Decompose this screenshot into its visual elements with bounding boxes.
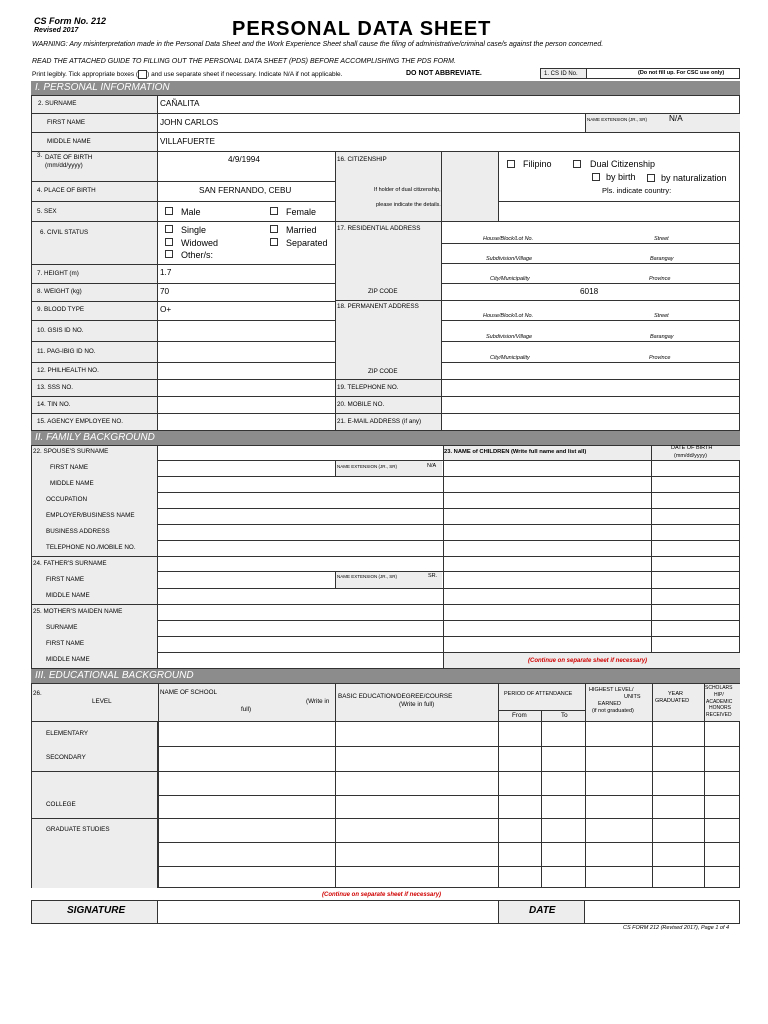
married-label: Married (286, 225, 317, 235)
spouse-ext-value[interactable]: N/A (427, 463, 437, 469)
secondary-label: SECONDARY (46, 754, 86, 761)
mother-middle-name-label: MIDDLE NAME (46, 656, 90, 663)
email-label: 21. E-MAIL ADDRESS (if any) (337, 418, 422, 425)
school-header: NAME OF SCHOOL (160, 689, 218, 696)
child-dob-label: DATE OF BIRTH (671, 445, 713, 451)
guide-note: READ THE ATTACHED GUIDE TO FILLING OUT THE PERSONAL DATA SHEET (PDS) BEFORE ACCOMPLISHING THE PDS FORM. (32, 58, 456, 65)
surname-label: 2. SURNAME (38, 100, 77, 107)
highest-level-2: UNITS (624, 694, 641, 700)
male-label: Male (181, 207, 201, 217)
citizenship-label: 16. CITIZENSHIP (337, 156, 387, 163)
form-revision: Revised 2017 (34, 27, 79, 34)
perm-province-label: Province (649, 355, 671, 361)
child-dob-format: (mm/dd/yyyy) (674, 453, 707, 459)
separated-checkbox[interactable] (270, 238, 278, 246)
education-continue-note: (Continue on separate sheet if necessary) (322, 892, 442, 898)
school-note: (Write in (306, 698, 330, 705)
civil-status-label: 6. CIVIL STATUS (40, 229, 89, 236)
date-field[interactable] (586, 901, 739, 923)
level-header: LEVEL (92, 698, 112, 705)
filipino-checkbox[interactable] (507, 160, 515, 168)
dob-number: 3. (37, 152, 43, 159)
honors-4: HONORS (709, 705, 731, 711)
female-checkbox[interactable] (270, 207, 278, 215)
father-ext-label: NAME EXTENSION (JR., SR) (337, 574, 398, 579)
single-checkbox[interactable] (165, 225, 173, 233)
business-telephone-label: TELEPHONE NO./MOBILE NO. (46, 544, 136, 551)
period-header: PERIOD OF ATTENDANCE (504, 691, 573, 697)
widowed-checkbox[interactable] (165, 238, 173, 246)
business-address-label: BUSINESS ADDRESS (46, 528, 110, 535)
perm-zip-label: ZIP CODE (368, 368, 398, 375)
perm-city-label: City/Municipality (490, 355, 530, 361)
mother-surname-label: SURNAME (46, 624, 78, 631)
cs-id-note: (Do not fill up. For CSC use only) (638, 70, 725, 76)
telephone-label: 19. TELEPHONE NO. (337, 384, 399, 391)
by-naturalization-label: by naturalization (661, 173, 727, 183)
period-from: From (512, 712, 527, 719)
filipino-label: Filipino (523, 159, 552, 169)
course-header: BASIC EDUCATION/DEGREE/COURSE (338, 693, 453, 700)
gsis-label: 10. GSIS ID NO. (37, 327, 84, 334)
first-name-value[interactable]: JOHN CARLOS (160, 118, 219, 127)
name-ext-label: NAME EXTENSION (JR., SR) (587, 117, 648, 122)
college-label: COLLEGE (46, 801, 76, 808)
others-checkbox[interactable] (165, 250, 173, 258)
section-family-background: II. FAMILY BACKGROUND (31, 431, 740, 445)
res-zip-label: ZIP CODE (368, 288, 398, 295)
by-birth-checkbox[interactable] (592, 173, 600, 181)
weight-value[interactable]: 70 (160, 287, 170, 296)
middle-name-value[interactable]: VILLAFUERTE (160, 137, 215, 146)
perm-house-label: House/Block/Lot No. (483, 313, 534, 319)
year-graduated-2: GRADUATED (655, 698, 690, 704)
signature-field[interactable] (159, 901, 498, 923)
middle-name-label: MIDDLE NAME (47, 138, 91, 145)
res-subdivision-label: Subdivision/Village (486, 256, 533, 262)
res-barangay-label: Barangay (650, 256, 674, 262)
section-educational-background: III. EDUCATIONAL BACKGROUND (31, 669, 740, 683)
perm-subdivision-label: Subdivision/Village (486, 334, 533, 340)
page-title: PERSONAL DATA SHEET (232, 18, 492, 40)
dual-note-1: If holder of dual citizenship, (374, 187, 441, 193)
school-note-2: full) (241, 706, 252, 713)
by-birth-label: by birth (606, 172, 636, 182)
cs-id-box (540, 68, 740, 79)
cs-id-label: 1. CS ID No. (544, 71, 578, 77)
philhealth-label: 12. PHILHEALTH NO. (37, 367, 99, 374)
agency-no-label: 15. AGENCY EMPLOYEE NO. (37, 418, 123, 425)
surname-value[interactable]: CAÑALITA (160, 99, 200, 108)
period-to: To (561, 712, 568, 719)
employer-label: EMPLOYER/BUSINESS NAME (46, 512, 135, 519)
blood-type-value[interactable]: O+ (160, 305, 172, 314)
sex-label: 5. SEX (37, 208, 57, 215)
graduate-studies-label: GRADUATE STUDIES (46, 826, 110, 833)
dob-label: DATE OF BIRTH (45, 154, 93, 161)
permanent-address-label: 18. PERMANENT ADDRESS (337, 303, 419, 310)
perm-street-label: Street (654, 313, 669, 319)
name-ext-shade (585, 113, 740, 132)
weight-label: 8. WEIGHT (kg) (37, 288, 82, 295)
first-name-label: FIRST NAME (47, 119, 86, 126)
perm-barangay-label: Barangay (650, 334, 674, 340)
sss-label: 13. SSS NO. (37, 384, 74, 391)
spouse-ext-label: NAME EXTENSION (JR., SR) (337, 464, 398, 469)
father-ext-value[interactable]: SR. (428, 573, 438, 579)
res-house-label: House/Block/Lot No. (483, 236, 534, 242)
tin-label: 14. TIN NO. (37, 401, 71, 408)
male-checkbox[interactable] (165, 207, 173, 215)
children-label: 23. NAME of CHILDREN (Write full name and list all) (444, 449, 587, 455)
highest-level-1: HIGHEST LEVEL/ (589, 687, 634, 693)
res-city-label: City/Municipality (490, 276, 530, 282)
print-note: Print legibly. Tick appropriate boxes ( ) and use separate sheet if necessary. Indicate N/A if not applicable. (32, 71, 343, 79)
course-note: (Write in full) (399, 701, 435, 708)
height-value[interactable]: 1.7 (160, 268, 172, 277)
single-label: Single (181, 225, 207, 235)
mobile-label: 20. MOBILE NO. (337, 401, 385, 408)
elementary-label: ELEMENTARY (46, 730, 89, 737)
res-province-label: Province (649, 276, 671, 282)
honors-1: SCHOLARS (705, 685, 733, 691)
by-naturalization-checkbox[interactable] (647, 174, 655, 182)
father-first-name-label: FIRST NAME (46, 576, 85, 583)
res-street-label: Street (654, 236, 669, 242)
blood-type-label: 9. BLOOD TYPE (37, 306, 85, 313)
residential-address-label: 17. RESIDENTIAL ADDRESS (337, 225, 421, 232)
tick-box-icon (138, 70, 147, 79)
married-checkbox[interactable] (270, 225, 278, 233)
spouse-surname-label: 22. SPOUSE'S SURNAME (33, 448, 109, 455)
occupation-label: OCCUPATION (46, 496, 88, 503)
mother-first-name-label: FIRST NAME (46, 640, 85, 647)
year-graduated-1: YEAR (668, 691, 683, 697)
no-abbreviate: DO NOT ABBREVIATE. (406, 70, 482, 77)
mother-maiden-name-label: 25. MOTHER'S MAIDEN NAME (33, 608, 123, 615)
pob-value[interactable]: SAN FERNANDO, CEBU (199, 186, 292, 195)
pob-label: 4. PLACE OF BIRTH (37, 187, 96, 194)
name-ext-value[interactable]: N/A (669, 114, 683, 123)
father-middle-name-label: MIDDLE NAME (46, 592, 90, 599)
pagibig-label: 11. PAG-IBIG ID NO. (37, 348, 96, 355)
others-label: Other/s: (181, 250, 214, 260)
section-personal-info: I. PERSONAL INFORMATION (31, 81, 740, 95)
country-note: Pls. indicate country: (602, 186, 672, 195)
height-label: 7. HEIGHT (m) (37, 270, 79, 277)
father-surname-label: 24. FATHER'S SURNAME (33, 560, 107, 567)
citizenship-shade (442, 151, 498, 221)
spouse-middle-name-label: MIDDLE NAME (50, 480, 94, 487)
separated-label: Separated (286, 238, 328, 248)
widowed-label: Widowed (181, 238, 219, 248)
dob-format: (mm/dd/yyyy) (45, 162, 83, 169)
honors-3: ACADEMIC (706, 699, 733, 705)
warning-text: WARNING: Any misinterpretation made in the Personal Data Sheet and the Work Experience Sheet shall cause the filing of administrative/criminal case/s against the person concerned. (32, 41, 604, 48)
dual-note-2: please indicate the details. (376, 202, 441, 208)
education-number: 26. (33, 690, 42, 697)
form-number: CS Form No. 212 (34, 16, 107, 26)
date-label: DATE (529, 905, 556, 916)
highest-level-4: (if not graduated) (592, 708, 634, 714)
honors-2: HIP/ (714, 692, 724, 698)
res-zip-value[interactable]: 6018 (580, 287, 599, 296)
signature-label: SIGNATURE (67, 905, 126, 916)
spouse-first-name-label: FIRST NAME (50, 464, 89, 471)
honors-5: RECEIVED (706, 712, 732, 718)
dual-citizenship-label: Dual Citizenship (590, 159, 656, 169)
dob-value[interactable]: 4/9/1994 (228, 155, 260, 164)
dual-citizenship-checkbox[interactable] (573, 160, 581, 168)
female-label: Female (286, 207, 317, 217)
family-continue-note: (Continue on separate sheet if necessary) (528, 658, 648, 664)
highest-level-3: EARNED (598, 701, 621, 707)
page-note: CS FORM 212 (Revised 2017), Page 1 of 4 (623, 925, 730, 931)
